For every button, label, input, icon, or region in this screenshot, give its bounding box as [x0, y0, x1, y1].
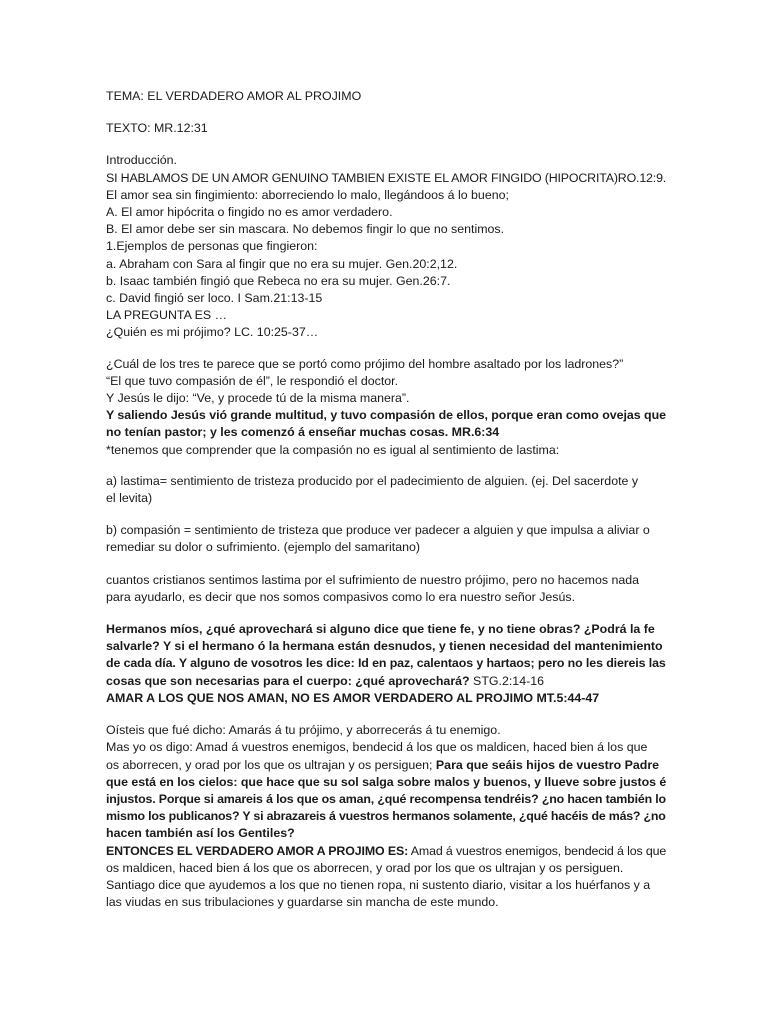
santiago-bold-line: salvarle? Y si el hermano ó la hermana están desnudos, y tienen necesidad del mantenimiento [106, 639, 663, 654]
intro-line: B. El amor debe ser sin mascara. No debemos fingir lo que no sentimos. [106, 222, 505, 237]
texto-paragraph [106, 120, 666, 137]
intro-line: 1.Ejemplos de personas que fingieron: [106, 239, 318, 254]
santiago-section [106, 621, 666, 707]
texto-line: TEXTO: MR.12:31 [106, 121, 208, 136]
document-page [106, 88, 666, 926]
samaritano-line: *tenemos que comprender que la compasión no es igual al sentimiento de lastima: [106, 442, 560, 457]
intro-line: LA PREGUNTA ES … [106, 308, 227, 323]
mateo-bold-line: hacen también así los Gentiles? [106, 826, 295, 841]
conclusion-heading: ENTONCES EL VERDADERO AMOR A PROJIMO ES: [106, 843, 409, 858]
mateo-bold-fragment: Para que seáis hijos de vuestro Padre [435, 757, 660, 772]
lastima-line: a) lastima= sentimiento de tristeza producido por el padecimiento de alguien. (ej. Del sacerdote y [106, 473, 639, 488]
santiago-mixed-line [106, 673, 666, 690]
mateo-section [106, 722, 666, 911]
compasion-line: b) compasión = sentimiento de tristeza que produce ver padecer a alguien y que impulsa a aliviar o [106, 523, 650, 538]
mateo-bold-line: mismo los publicanos? Y si abrazareis á vuestros hermanos solamente, ¿qué hacéis de más? ¿no [106, 809, 666, 824]
cristianos-line: cuantos cristianos sentimos lastima por el sufrimiento de nuestro prójimo, pero no hacemos nada [106, 572, 640, 587]
santiago-bold-line: de cada día. Y alguno de vosotros les dice: Id en paz, calentaos y hartaos; pero no les diereis las [106, 656, 666, 671]
tema-paragraph [106, 88, 666, 105]
intro-line: A. El amor hipócrita o fingido no es amor verdadero. [106, 205, 393, 220]
samaritano-line: Y Jesús le dijo: “Ve, y procede tú de la misma manera”. [106, 391, 410, 406]
mateo-normal-fragment: Amad á vuestros enemigos, bendecid á los que [408, 843, 667, 858]
samaritano-line: ¿Cuál de los tres te parece que se portó como prójimo del hombre asaltado por los ladrones?” [106, 356, 624, 371]
samaritano-bold-line: no tenían pastor; y les comenzó á enseñar muchas cosas. MR.6:34 [106, 425, 500, 440]
mateo-line: os maldicen, haced bien á los que os aborrecen, y orad por los que os ultrajan y os persiguen. [106, 860, 624, 875]
mateo-mixed-line [106, 843, 666, 860]
mateo-normal-fragment: os aborrecen, y orad por los que os ultrajan y os persiguen; [106, 757, 436, 772]
mateo-mixed-line [106, 757, 666, 774]
compasion-line: remediar su dolor o sufrimiento. (ejemplo del samaritano) [106, 540, 421, 555]
mateo-bold-line: que está en los cielos: que hace que su sol salga sobre malos y buenos, y llueve sobre justos é [106, 774, 667, 789]
tema-line: TEMA: EL VERDADERO AMOR AL PROJIMO [106, 89, 362, 103]
cristianos-line: para ayudarlo, es decir que nos somos compasivos como lo era nuestro señor Jesús. [106, 589, 576, 604]
mateo-line: Mas yo os digo: Amad á vuestros enemigos, bendecid á los que os maldicen, haced bien á los que [106, 740, 648, 755]
cristianos-paragraph [106, 572, 666, 606]
mateo-line: Santiago dice que ayudemos a los que no tienen ropa, ni sustento diario, visitar a los huérfanos y a [106, 877, 651, 892]
lastima-paragraph [106, 473, 666, 507]
section-heading: AMAR A LOS QUE NOS AMAN, NO ES AMOR VERDADERO AL PROJIMO MT.5:44-47 [106, 690, 600, 705]
santiago-bold-fragment: cosas que son necesarias para el cuerpo: ¿qué aprovechará? [106, 673, 470, 688]
intro-line: c. David fingió ser loco. I Sam.21:13-15 [106, 291, 323, 306]
intro-line: b. Isaac también fingió que Rebeca no era su mujer. Gen.26:7. [106, 273, 451, 288]
santiago-bold-line: Hermanos míos, ¿qué aprovechará si alguno dice que tiene fe, y no tiene obras? ¿Podrá la fe [106, 622, 655, 637]
mateo-bold-line: injustos. Porque si amareis á los que os aman, ¿qué recompensa tendréis? ¿no hacen también lo [106, 791, 666, 806]
intro-line: SI HABLAMOS DE UN AMOR GENUINO TAMBIEN EXISTE EL AMOR FINGIDO (HIPOCRITA)RO.12:9. [106, 170, 667, 185]
intro-line: a. Abraham con Sara al fingir que no era su mujer. Gen.20:2,12. [106, 256, 458, 271]
mateo-line: Oísteis que fué dicho: Amarás á tu prójimo, y aborrecerás á tu enemigo. [106, 723, 501, 738]
compasion-paragraph [106, 522, 666, 556]
lastima-line: el levita) [106, 491, 153, 506]
samaritano-section [106, 356, 666, 459]
santiago-reference: STG.2:14-16 [469, 673, 544, 688]
intro-heading: Introducción. [106, 153, 177, 168]
mateo-line: las viudas en sus tribulaciones y guardarse sin mancha de este mundo. [106, 895, 499, 910]
intro-line: ¿Quién es mi prójimo? LC. 10:25-37… [106, 325, 319, 340]
samaritano-bold-line: Y saliendo Jesús vió grande multitud, y tuvo compasión de ellos, porque eran como ovejas que [106, 408, 666, 423]
samaritano-line: “El que tuvo compasión de él”, le respondió el doctor. [106, 373, 399, 388]
intro-line: El amor sea sin fingimiento: aborreciendo lo malo, llegándoos á lo bueno; [106, 187, 509, 202]
intro-section [106, 152, 666, 341]
